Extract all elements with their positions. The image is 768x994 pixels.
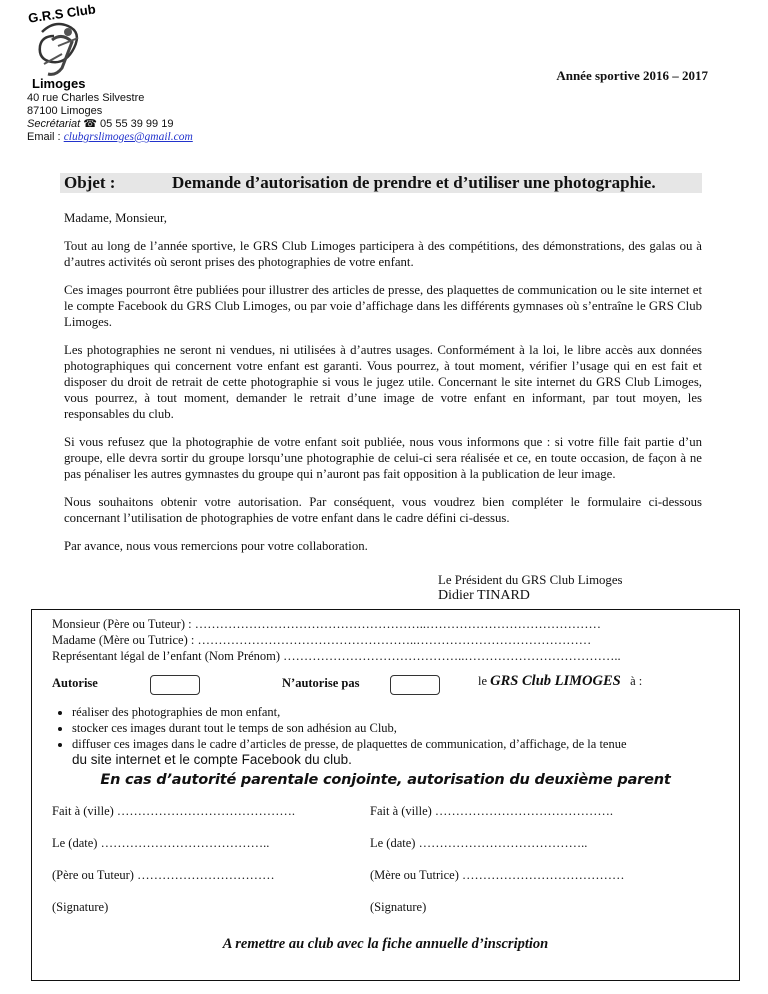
list-item — [72, 736, 752, 768]
bullet-3-text: diffuser ces images dans le cadre d’articles de presse, de plaquettes de communication, d’affichage, de la tenue — [72, 737, 627, 751]
not-authorise-label: N’autorise pas — [282, 676, 360, 690]
list-item: • réaliser des photographies de mon enfant, — [72, 704, 752, 720]
phone-line — [27, 118, 193, 131]
authorization-form — [31, 609, 740, 981]
secretariat-label: Secrétariat — [27, 118, 81, 130]
right-place-field[interactable]: Fait à (ville) ……………………………………. — [370, 804, 614, 818]
paragraph-1: Tout au long de l’année sportive, le GRS Club Limoges participera à des compétitions, des démonstrations, des galas ou à d’autres activités où seront prises des photographies de votre enfant. — [64, 239, 702, 269]
right-signature-label: (Signature) — [370, 900, 427, 914]
paragraph-3: Les photographies ne seront ni vendues, ni utilisées à d’autres usages. Conformément à la loi, le libre accès aux données photographiques qui concernent votre enfant est garanti. Vous pourrez, à tout moment, vérifier l’usage qui en est fait et disposer du droit de retrait de cette photographie si vous le jugez utile. Concernant le site internet du GRS Club Limoges, vous pourrez, à tout moment, demander le retrait d’une image de votre enfant en informant, par tout moyen, les responsables du club. — [64, 343, 702, 421]
object-text: Demande d’autorisation de prendre et d’utiliser une photographie. — [172, 173, 656, 192]
season-label: Année sportive 2016 – 2017 — [556, 68, 708, 83]
letter-body — [64, 210, 702, 566]
father-field[interactable]: Monsieur (Père ou Tuteur) : ………………………………………………..…………………………………… — [52, 617, 601, 631]
bullet-3-continuation: du site internet et le compte Facebook du club. — [72, 752, 352, 767]
email-link[interactable]: clubgrslimoges@gmail.com — [63, 131, 193, 143]
left-place-field[interactable]: Fait à (ville) ……………………………………. — [52, 804, 296, 818]
logo-top-text: G.R.S Club — [27, 2, 97, 26]
a-word: à : — [630, 674, 643, 688]
footer-note: A remettre au club avec la fiche annuelle d’inscription — [222, 936, 549, 952]
conjoint-title: En cas d’autorité parentale conjointe, autorisation du deuxième parent — [100, 772, 671, 788]
right-date-field[interactable]: Le (date) ………………………………….. — [370, 836, 588, 850]
paragraph-4: Si vous refusez que la photographie de votre enfant soit publiée, nous vous informons que : si votre fille fait partie d’un groupe, elle devra sortir du groupe lorsqu’une photographie de celui-ci sera réalisée et ce, en toute occasion, de façon à ne pas pénaliser les autres gymnastes du groupe qui n’auront pas fait opposition à la publication de leur image. — [64, 435, 702, 481]
paragraph-6: Par avance, nous vous remercions pour votre collaboration. — [64, 539, 368, 553]
paragraph-2: Ces images pourront être publiées pour illustrer des articles de presse, des plaquettes de communication ou le site internet et le compte Facebook du GRS Club Limoges, ou par voie d’affichage dans les différents gymnases où s’entraîne le GRS Club Limoges. — [64, 283, 702, 329]
authorization-list — [52, 704, 752, 768]
left-date-field[interactable]: Le (date) ………………………………….. — [52, 836, 270, 850]
phone-number: 05 55 39 99 19 — [100, 118, 174, 130]
email-label: Email : — [27, 131, 61, 143]
signature-title: Le Président du GRS Club Limoges — [438, 573, 623, 587]
club-logo — [22, 2, 102, 94]
object-bar — [60, 173, 702, 193]
list-item: • stocker ces images durant tout le temps de son adhésion au Club, — [72, 720, 752, 736]
signature-name: Didier TINARD — [438, 588, 530, 603]
address-street: 40 rue Charles Silvestre — [27, 92, 145, 104]
legal-rep-field[interactable]: Représentant légal de l’enfant (Nom Prénom) ……………………………………..……………………………….. — [52, 649, 621, 663]
email-line — [27, 131, 193, 144]
authorise-label: Autorise — [52, 676, 98, 690]
phone-icon: ☎ — [83, 118, 97, 130]
left-signature-label: (Signature) — [52, 900, 109, 914]
le-word: le — [478, 674, 488, 688]
left-parent-field[interactable]: (Père ou Tuteur) …………………………… — [52, 868, 275, 882]
mother-field[interactable]: Madame (Mère ou Tutrice) : ……………………………………………..…………………………………… — [52, 633, 592, 647]
not-authorise-checkbox[interactable] — [390, 675, 440, 695]
signature-block — [438, 573, 622, 603]
address-city: 87100 Limoges — [27, 105, 103, 117]
logo-bottom-text: Limoges — [32, 76, 86, 91]
right-parent-field[interactable]: (Mère ou Tutrice) ………………………………… — [370, 868, 625, 882]
salutation: Madame, Monsieur, — [64, 211, 167, 225]
object-label: Objet : — [64, 173, 116, 192]
club-address — [27, 92, 193, 144]
paragraph-5: Nous souhaitons obtenir votre autorisation. Par conséquent, vous voudrez bien compléter le formulaire ci-dessous concernant l’utilisation de photographies de votre enfant dans le cadre défini ci-dessus. — [64, 495, 702, 525]
authorise-checkbox[interactable] — [150, 675, 200, 695]
club-name: GRS Club LIMOGES — [490, 673, 621, 689]
club-phrase — [478, 673, 642, 690]
